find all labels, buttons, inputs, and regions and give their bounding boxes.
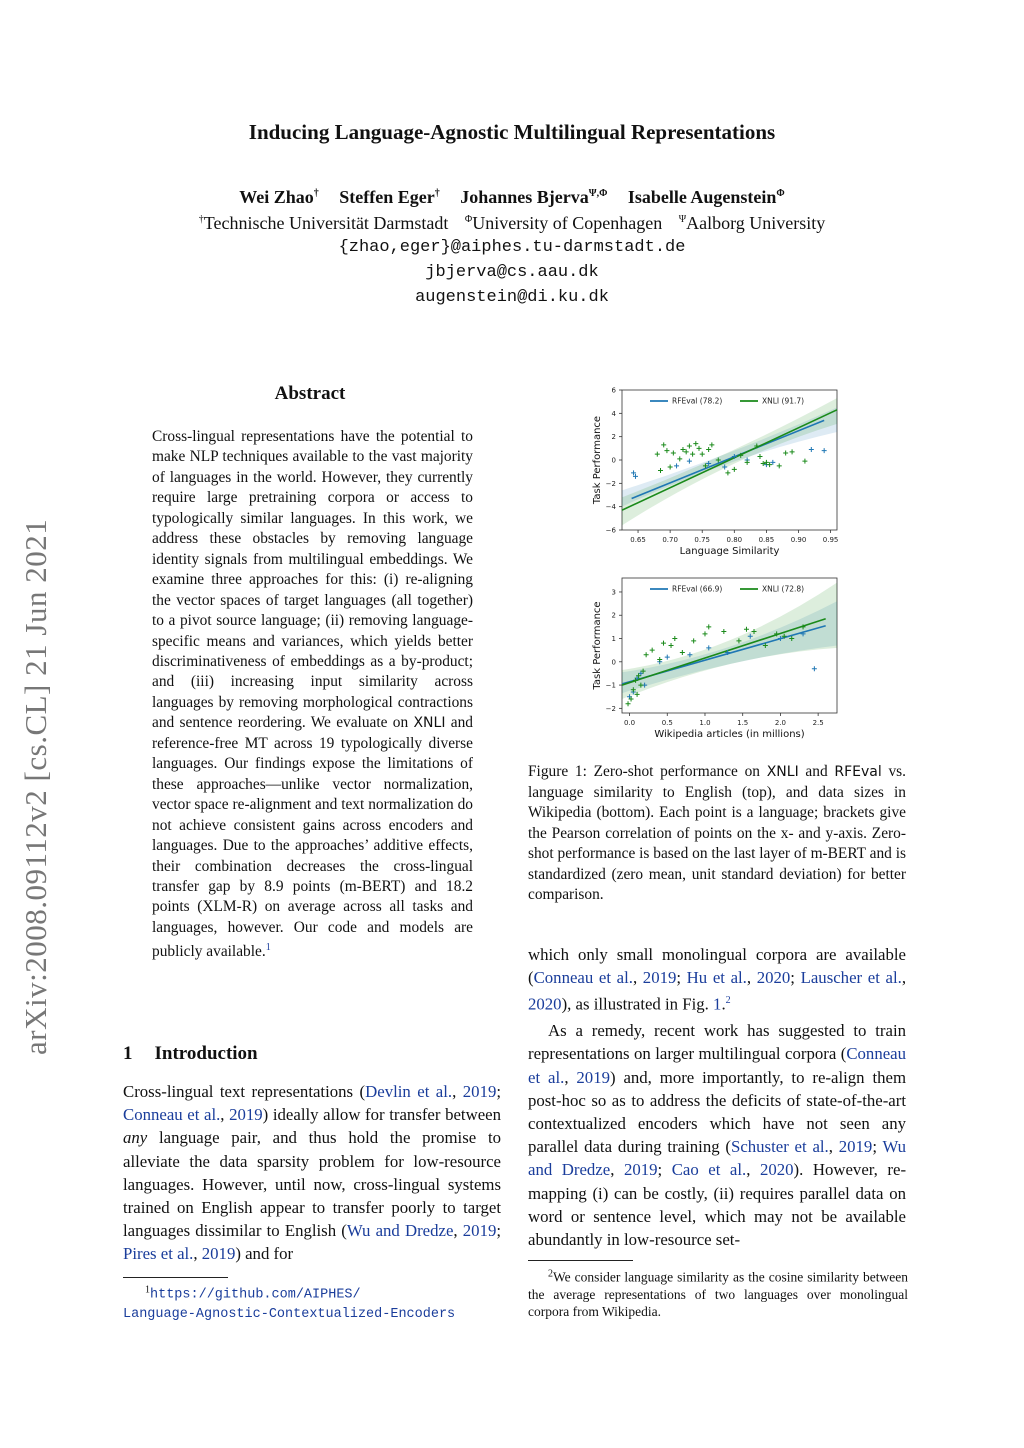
affiliation: $^\Phi$University of Copenhagen: [464, 213, 663, 233]
y-tick-label: 2: [611, 433, 616, 442]
citation-link[interactable]: Schuster et al.: [730, 1137, 829, 1157]
legend-label: XNLI (72.8): [762, 584, 805, 594]
x-axis-label: Wikipedia articles (in millions): [654, 729, 805, 740]
x-tick-label: 0.0: [623, 719, 636, 727]
data-point: [761, 461, 766, 466]
citation-link[interactable]: 2019: [576, 1067, 610, 1087]
y-tick-label: −2: [605, 479, 616, 488]
data-point: [732, 467, 737, 472]
chart-top: [592, 387, 838, 558]
citation-link[interactable]: 2019: [462, 1082, 497, 1101]
data-point: [690, 452, 695, 457]
data-point: [671, 451, 676, 456]
data-point: [674, 463, 679, 468]
data-point: [809, 447, 814, 452]
email-3: augenstein@di.ku.dk: [415, 288, 609, 307]
data-point: [657, 657, 662, 662]
x-tick-label: 0.90: [790, 536, 807, 544]
x-tick-label: 0.80: [726, 536, 743, 544]
legend-label: RFEval (66.9): [672, 584, 723, 594]
data-point: [668, 465, 673, 470]
x-tick-label: 0.95: [822, 536, 839, 544]
y-tick-label: 0: [611, 456, 616, 465]
citation-link[interactable]: 2020: [528, 995, 562, 1014]
data-point: [709, 442, 714, 447]
data-point: [744, 627, 749, 632]
author: Johannes Bjerva$^{\Psi,\Phi}$: [460, 187, 608, 207]
figure-1: [585, 383, 855, 751]
data-point: [669, 643, 674, 648]
y-tick-label: 6: [611, 386, 616, 395]
data-point: [802, 459, 807, 464]
author-list: [0, 187, 1024, 208]
author: Steffen Eger†: [339, 187, 440, 207]
y-tick-label: −4: [605, 503, 616, 512]
footnote-ref[interactable]: 2: [725, 995, 731, 1007]
citation-link[interactable]: Wu and Dredze: [528, 1137, 907, 1180]
footnote-rule: [123, 1277, 228, 1278]
y-tick-label: −1: [605, 681, 616, 690]
data-point: [644, 652, 649, 657]
footnote-url[interactable]: https://github.com/AIPHES/: [150, 1287, 361, 1303]
data-point: [687, 459, 692, 464]
x-tick-label: 0.85: [758, 536, 775, 544]
y-axis-label: Task Performance: [592, 601, 603, 690]
data-point: [721, 629, 726, 634]
arxiv-identifier: arXiv:2008.09112v2 [cs.CL] 21 Jun 2021: [18, 518, 53, 1055]
data-point: [655, 452, 660, 457]
citation-link[interactable]: 2019: [229, 1105, 263, 1125]
y-tick-label: −6: [605, 526, 616, 535]
data-point: [661, 641, 666, 646]
citation-link[interactable]: Devlin et al.: [365, 1082, 453, 1101]
footnote-1: $^1$https://github.com/AIPHES/ Language-Agnostic-Contextualized-Encoders: [123, 1284, 456, 1322]
citation-link[interactable]: Wu and Dredze: [346, 1221, 454, 1241]
email-1: {zhao,eger}@aiphes.tu-darmstadt.de: [338, 238, 686, 257]
chart-bottom: [592, 578, 837, 740]
data-point: [812, 666, 817, 671]
y-tick-label: −2: [605, 704, 616, 713]
citation-link[interactable]: Conneau et al.: [123, 1105, 221, 1125]
author: Wei Zhao†: [239, 187, 319, 207]
x-tick-label: 0.75: [694, 536, 711, 544]
paragraph: As a remedy, recent work has suggested to train representations on larger multilingual corpora (Conneau et al., 2019) and, more importantly, to re-align them post-hoc so as to address the deficits of state-of-the-art contextualized encoders which have not seen any parallel data during training (Schuster et al., 2019; Wu and Dredze, 2019; Cao et al., 2020). However, re-mapping (i) can be costly, (ii) requires parallel data on word or sentence level, which may not be available abundantly in low-resource set-: [528, 1021, 907, 1250]
section-heading: 1 Introduction: [123, 1043, 258, 1064]
data-point: [783, 451, 788, 456]
x-tick-label: 0.65: [630, 536, 646, 544]
author: Isabelle Augenstein$^\Phi$: [627, 187, 785, 207]
x-tick-label: 2.0: [774, 719, 786, 727]
figure-link[interactable]: 1: [713, 995, 722, 1014]
footnote-rule: [528, 1260, 633, 1261]
citation-link[interactable]: 2020: [759, 1160, 794, 1180]
citation-link[interactable]: 2019: [462, 1221, 497, 1241]
affiliation-list: [0, 213, 1024, 234]
x-tick-label: 2.5: [812, 719, 824, 727]
y-tick-label: 0: [611, 658, 616, 667]
data-point: [661, 442, 666, 447]
regression-line: [632, 420, 825, 498]
data-point: [767, 462, 772, 467]
data-point: [687, 444, 692, 449]
data-point: [757, 454, 762, 459]
y-tick-label: 2: [611, 611, 616, 620]
x-tick-label: 1.5: [737, 719, 749, 727]
y-tick-label: 1: [611, 635, 616, 644]
citation-link[interactable]: Hu et al.: [686, 968, 747, 988]
data-point: [770, 460, 775, 465]
footnote-2: $^2$We consider language similarity as the cosine similarity between the average representations of two languages over monolingual corpora from Wikipedia.: [528, 1268, 908, 1319]
data-point: [822, 448, 827, 453]
data-point: [626, 701, 631, 706]
affiliation: $^\Psi$Aalborg University: [678, 213, 826, 233]
x-tick-label: 0.70: [662, 536, 678, 544]
data-point: [700, 452, 705, 457]
y-tick-label: 4: [611, 409, 616, 418]
data-point: [691, 638, 696, 643]
data-point: [790, 449, 795, 454]
citation-link[interactable]: Conneau et al.: [528, 1044, 906, 1087]
abstract-body: Cross-lingual representations have the potential to make NLP techniques available to the vast majority of languages in the world. However, they currently require large pretraining corpora or access to typologically similar languages. In this work, we address these obstacles by removing language identity signals from multilingual embeddings. We examine three approaches for this: (i) re-aligning the vector spaces of target languages (all together) to a pivot source language; (ii) removing language-specific means and variances, which yields better discriminativeness of embeddings as a by-product; and (iii) increasing input similarity across languages by removing morphological contractions and sentence reordering. We evaluate on XNLI and reference-free MT across 19 typologically diverse languages. Our findings expose the limitations of these approaches—unlike vector normalization, vector space re-alignment and text normalization do not achieve consistent gains across encoders and languages. Due to the approaches’ additive effects, their combination decreases the cross-lingual transfer gap by 8.9 points (m-BERT) and 18.2 points (XLM-R) on average across all tasks and languages, however. Our code and models are publicly available.$^1$: [152, 428, 473, 961]
paper-title: Inducing Language-Agnostic Multilingual Representations: [248, 120, 776, 144]
data-point: [697, 446, 702, 451]
figure-caption: Figure 1: Zero-shot performance on XNLI and RFEval vs. language similarity to English (top), and data sizes in Wikipedia (bottom). Each point is a language; brackets give the Pearson correlation of points on the x- and y-axis. Zero-shot performance is based on the last layer of m-BERT and is standardized (zero mean, unit standard deviation) for better comparison.: [528, 763, 906, 903]
data-point: [745, 460, 750, 465]
data-point: [706, 447, 711, 452]
data-point: [677, 456, 682, 461]
email-2: jbjerva@cs.aau.dk: [425, 263, 599, 282]
x-tick-label: 0.5: [661, 719, 673, 727]
body-column-2: [528, 943, 906, 1251]
citation-link[interactable]: Cao et al.: [671, 1160, 747, 1180]
data-point: [684, 449, 689, 454]
citation-link[interactable]: 2019: [642, 968, 677, 988]
intro-paragraph: Cross-lingual text representations (Devlin et al., 2019; Conneau et al., 2019) ideally allow for transfer between any language pair, and thus hold the promise to alleviate the data sparsity problem for low-resource languages. However, until now, cross-lingual systems trained on English appear to transfer poorly to target languages dissimilar to English (Wu and Dredze, 2019; Pires et al., 2019) and for: [123, 1082, 502, 1264]
citation-link[interactable]: Lauscher et al.: [800, 968, 902, 988]
abstract-heading: Abstract: [274, 383, 346, 404]
y-axis-label: Task Performance: [592, 415, 603, 505]
affiliation: †Technische Universität Darmstadt: [198, 213, 449, 233]
legend-label: RFEval (78.2): [672, 396, 723, 406]
data-point: [665, 655, 670, 660]
paragraph: which only small monolingual corpora are available (Conneau et al., 2019; Hu et al., 2020; Lauscher et al., 2020), as illustrated in Fig. 1.$^2$: [528, 945, 907, 1014]
data-point: [764, 460, 769, 465]
data-point: [725, 470, 730, 475]
data-point: [706, 624, 711, 629]
y-tick-label: 3: [611, 588, 616, 597]
x-tick-label: 1.0: [699, 719, 711, 727]
citation-link[interactable]: 2019: [623, 1160, 658, 1180]
confidence-band: [622, 583, 837, 699]
citation-link[interactable]: Conneau et al.: [533, 968, 633, 988]
data-point: [680, 650, 685, 655]
citation-link[interactable]: Pires et al.: [123, 1244, 194, 1264]
data-point: [693, 441, 698, 446]
data-point: [702, 631, 707, 636]
data-point: [680, 447, 685, 452]
data-point: [664, 448, 669, 453]
citation-link[interactable]: 2019: [838, 1137, 873, 1157]
footnote-url[interactable]: Language-Agnostic-Contextualized-Encoders: [123, 1306, 456, 1322]
data-point: [658, 468, 663, 473]
legend-label: XNLI (91.7): [762, 396, 805, 406]
data-point: [650, 648, 655, 653]
x-axis-label: Language Similarity: [679, 546, 780, 557]
data-point: [672, 636, 677, 641]
data-point: [777, 463, 782, 468]
citation-link[interactable]: 2019: [201, 1244, 236, 1264]
citation-link[interactable]: 2020: [756, 968, 791, 988]
